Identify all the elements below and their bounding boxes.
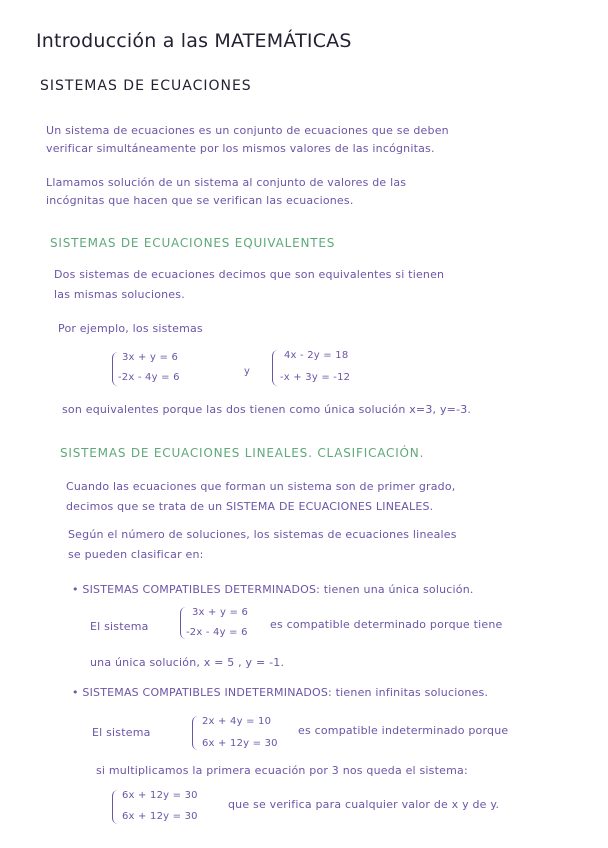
equivalentes-line-1: Dos sistemas de ecuaciones decimos que son equivalentes si tienen: [54, 268, 445, 281]
example-intro: Por ejemplo, los sistemas: [58, 322, 203, 335]
system-brace: [112, 790, 119, 824]
section-title: SISTEMAS DE ECUACIONES: [40, 78, 252, 94]
equation: 6x + 12y = 30: [122, 811, 198, 822]
sci-example-prefix: El sistema: [92, 726, 151, 739]
sci-multiply-line: si multiplicamos la primera ecuación por 3 nos queda el sistema:: [96, 764, 468, 777]
equation: -2x - 4y = 6: [186, 627, 248, 638]
page-title: Introducción a las MATEMÁTICAS: [36, 30, 352, 52]
connector-y: y: [244, 366, 251, 377]
equation: 6x + 12y = 30: [202, 738, 278, 749]
system-brace: [192, 716, 199, 750]
heading-lineales: SISTEMAS DE ECUACIONES LINEALES. CLASIFICACIÓN.: [60, 446, 425, 460]
equation: -x + 3y = -12: [280, 372, 351, 383]
intro-line-2: verificar simultáneamente por los mismos valores de las incógnitas.: [46, 142, 435, 155]
scd-solution: una única solución, x = 5 , y = -1.: [90, 656, 285, 669]
bullet-compatible-indeterminado: • SISTEMAS COMPATIBLES INDETERMINADOS: tienen infinitas soluciones.: [72, 686, 489, 699]
lineales-line-3: Según el número de soluciones, los sistemas de ecuaciones lineales: [68, 528, 457, 541]
sci-example-suffix: es compatible indeterminado porque: [298, 724, 509, 737]
scd-example-suffix: es compatible determinado porque tiene: [270, 618, 503, 631]
intro-line-3: Llamamos solución de un sistema al conjunto de valores de las: [46, 176, 407, 189]
lineales-line-4: se pueden clasificar en:: [68, 548, 204, 561]
equation: 2x + 4y = 10: [202, 716, 272, 727]
equivalentes-conclusion: son equivalentes porque las dos tienen como única solución x=3, y=-3.: [62, 403, 472, 416]
lineales-line-2: decimos que se trata de un SISTEMA DE ECUACIONES LINEALES.: [66, 500, 434, 513]
equation: -2x - 4y = 6: [118, 372, 180, 383]
lineales-line-1: Cuando las ecuaciones que forman un sistema son de primer grado,: [66, 480, 456, 493]
sci-final-line: que se verifica para cualquier valor de x y de y.: [228, 798, 500, 811]
bullet-compatible-determinado: • SISTEMAS COMPATIBLES DETERMINADOS: tienen una única solución.: [72, 583, 474, 596]
equation: 4x - 2y = 18: [284, 350, 349, 361]
intro-line-1: Un sistema de ecuaciones es un conjunto de ecuaciones que se deben: [46, 124, 449, 137]
equivalentes-line-2: las mismas soluciones.: [54, 288, 185, 301]
scd-example-prefix: El sistema: [90, 620, 149, 633]
heading-equivalentes: SISTEMAS DE ECUACIONES EQUIVALENTES: [50, 236, 336, 250]
equation: 3x + y = 6: [192, 607, 249, 618]
equation: 3x + y = 6: [122, 352, 179, 363]
intro-line-4: incógnitas que hacen que se verifican las ecuaciones.: [46, 194, 354, 207]
system-brace: [272, 350, 279, 386]
equation: 6x + 12y = 30: [122, 790, 198, 801]
